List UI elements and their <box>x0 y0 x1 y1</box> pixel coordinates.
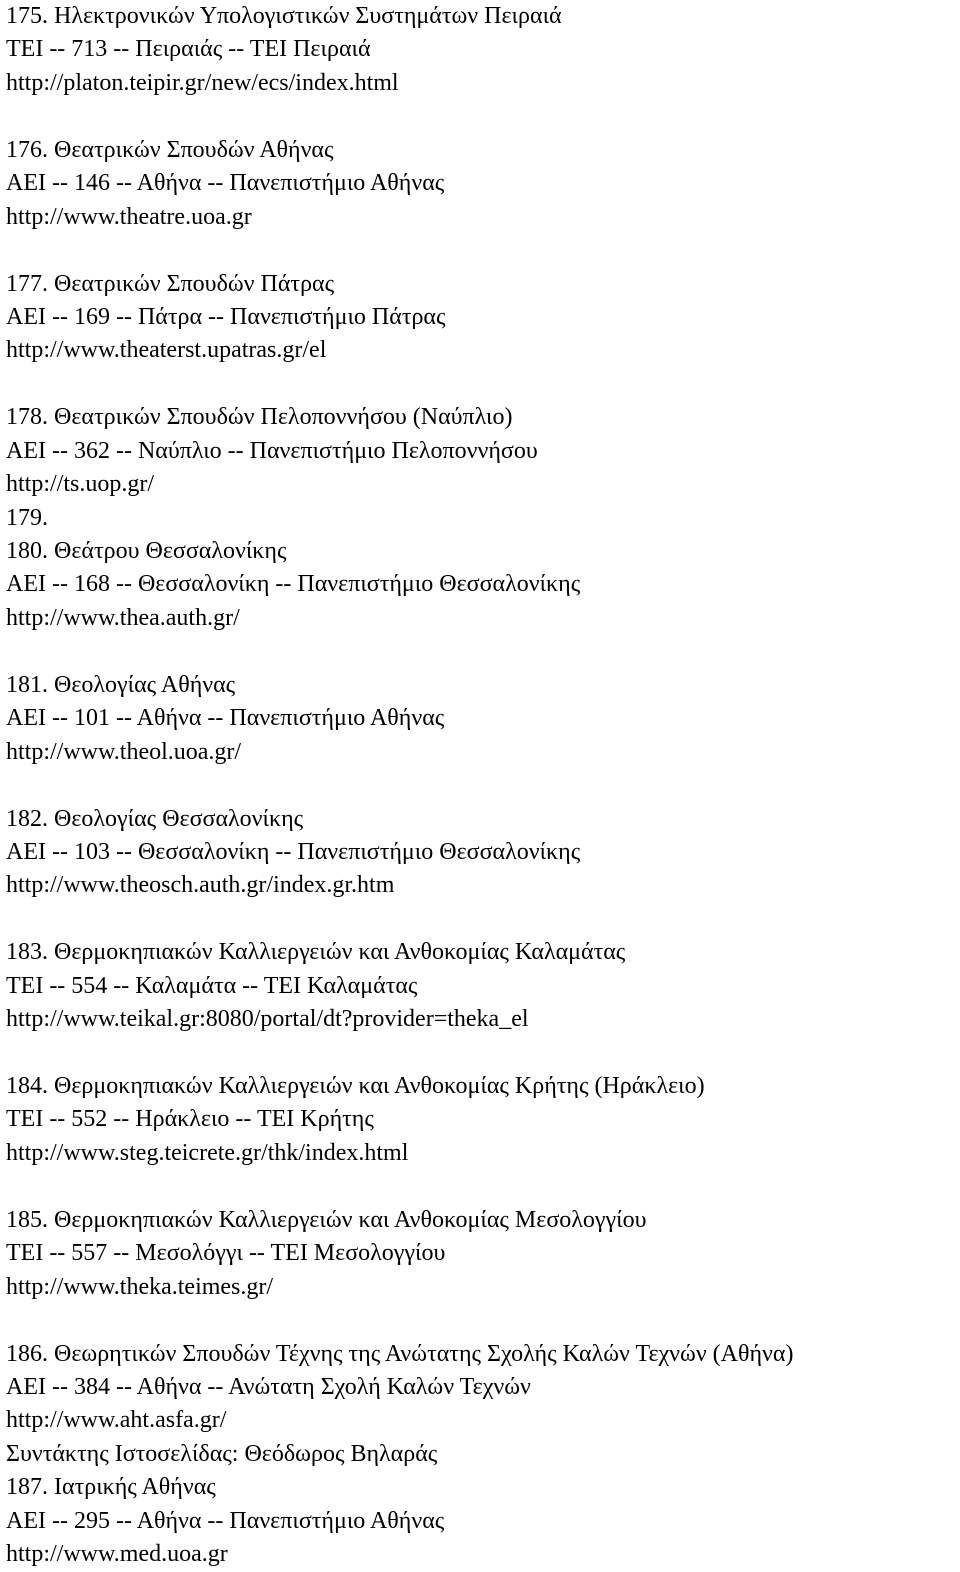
entry-180-title: 180. Θεάτρου Θεσσαλονίκης <box>6 538 287 564</box>
entry-176-institution: ΑΕΙ -- 146 -- Αθήνα -- Πανεπιστήμιο Αθήνας <box>6 170 445 197</box>
blank-line <box>6 635 960 668</box>
entry-183-institution: ΤΕΙ -- 554 -- Καλαμάτα -- ΤΕΙ Καλαμάτας <box>6 972 418 999</box>
blank-line <box>6 1170 960 1203</box>
entry-178-url[interactable]: http://ts.uop.gr/ <box>6 471 155 498</box>
entry-184-url[interactable]: http://www.steg.teicrete.gr/thk/index.html <box>6 1139 409 1166</box>
entry-184-title: 184. Θερμοκηπιακών Καλλιεργειών και Ανθοκομίας Κρήτης (Ηράκλειο) <box>6 1073 705 1099</box>
entry-181-institution: ΑΕΙ -- 101 -- Αθήνα -- Πανεπιστήμιο Αθήνας <box>6 705 445 732</box>
entry-180-url[interactable]: http://www.thea.auth.gr/ <box>6 604 240 631</box>
entry-186-title: 186. Θεωρητικών Σπουδών Τέχνης της Ανώτατης Σχολής Καλών Τεχνών (Αθήνα) <box>6 1340 794 1367</box>
entry-185-institution: ΤΕΙ -- 557 -- Μεσολόγγι -- ΤΕΙ Μεσολογγίου <box>6 1240 446 1267</box>
entry-186-institution: ΑΕΙ -- 384 -- Αθήνα -- Ανώτατη Σχολή Καλών Τεχνών <box>6 1373 531 1400</box>
entry-176-title: 176. Θεατρικών Σπουδών Αθήνας <box>6 136 334 163</box>
entry-183-url[interactable]: http://www.teikal.gr:8080/portal/dt?provider=theka_el <box>6 1006 529 1033</box>
entry-175-title: 175. Ηλεκτρονικών Υπολογιστικών Συστημάτων Πειραιά <box>6 3 562 29</box>
entry-187-url[interactable]: http://www.med.uoa.gr <box>6 1541 228 1568</box>
entry-177-title: 177. Θεατρικών Σπουδών Πάτρας <box>6 270 335 297</box>
entry-182-institution: ΑΕΙ -- 103 -- Θεσσαλονίκη -- Πανεπιστήμιο Θεσσαλονίκης <box>6 838 581 865</box>
entry-181-title: 181. Θεολογίας Αθήνας <box>6 671 236 698</box>
entry-182-url[interactable]: http://www.theosch.auth.gr/index.gr.htm <box>6 872 395 899</box>
entry-186-note: Συντάκτης Ιστοσελίδας: Θεόδωρος Βηλαράς <box>6 1440 438 1467</box>
blank-line <box>6 769 960 802</box>
entry-183-title: 183. Θερμοκηπιακών Καλλιεργειών και Ανθοκομίας Καλαμάτας <box>6 939 626 966</box>
entry-176-url[interactable]: http://www.theatre.uoa.gr <box>6 203 252 230</box>
document-body <box>6 0 960 1572</box>
blank-line <box>6 1304 960 1337</box>
entry-180-institution: ΑΕΙ -- 168 -- Θεσσαλονίκη -- Πανεπιστήμιο Θεσσαλονίκης <box>6 571 581 598</box>
blank-line <box>6 100 960 133</box>
entry-186-url[interactable]: http://www.aht.asfa.gr/ <box>6 1407 227 1434</box>
entry-177-url[interactable]: http://www.theaterst.upatras.gr/el <box>6 337 327 364</box>
entry-185-url[interactable]: http://www.theka.teimes.gr/ <box>6 1273 274 1300</box>
blank-line <box>6 234 960 267</box>
entry-179-title: 179. <box>6 504 48 531</box>
entry-181-url[interactable]: http://www.theol.uoa.gr/ <box>6 738 242 765</box>
entry-184-institution: ΤΕΙ -- 552 -- Ηράκλειο -- ΤΕΙ Κρήτης <box>6 1106 374 1133</box>
entry-182-title: 182. Θεολογίας Θεσσαλονίκης <box>6 805 304 832</box>
entry-185-title: 185. Θερμοκηπιακών Καλλιεργειών και Ανθοκομίας Μεσολογγίου <box>6 1206 647 1233</box>
entry-177-institution: ΑΕΙ -- 169 -- Πάτρα -- Πανεπιστήμιο Πάτρας <box>6 303 446 330</box>
entry-175-url[interactable]: http://platon.teipir.gr/new/ecs/index.html <box>6 69 399 96</box>
entry-178-institution: ΑΕΙ -- 362 -- Ναύπλιο -- Πανεπιστήμιο Πελοποννήσου <box>6 437 538 464</box>
entry-187-institution: ΑΕΙ -- 295 -- Αθήνα -- Πανεπιστήμιο Αθήνας <box>6 1507 445 1534</box>
entry-187-title: 187. Ιατρικής Αθήνας <box>6 1474 216 1501</box>
blank-line <box>6 368 960 401</box>
entry-175-institution: ΤΕΙ -- 713 -- Πειραιάς -- ΤΕΙ Πειραιά <box>6 36 371 63</box>
blank-line <box>6 1037 960 1070</box>
entry-178-title: 178. Θεατρικών Σπουδών Πελοποννήσου (Ναύπλιο) <box>6 404 513 431</box>
blank-line <box>6 903 960 936</box>
